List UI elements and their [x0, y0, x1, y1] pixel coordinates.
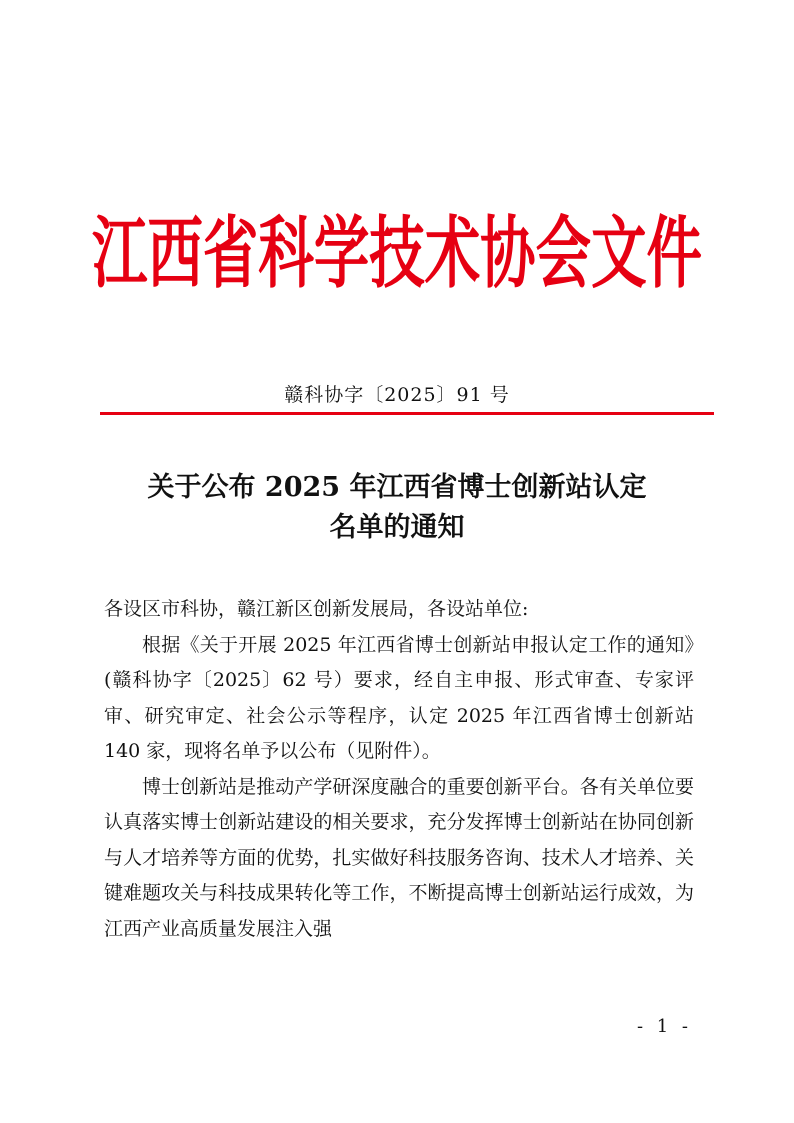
masthead-title	[92, 200, 706, 300]
salutation: 各设区市科协，赣江新区创新发展局，各设站单位:	[104, 598, 529, 620]
red-separator-rule	[100, 412, 714, 415]
notice-body	[104, 592, 694, 947]
paragraph-2: 博士创新站是推动产学研深度融合的重要创新平台。各有关单位要认真落实博士创新站建设的相关要求，充分发挥博士创新站在协同创新与人才培养等方面的优势，扎实做好科技服务咨询、技术人才培养、关键难题攻关与科技成果转化等工作，不断提高博士创新站运行成效，为江西产业高质量发展注入强	[104, 775, 694, 940]
notice-title-line-1: 关于公布 2025 年江西省博士创新站认定	[147, 472, 647, 503]
document-number: 赣科协字〔2025〕91 号	[284, 384, 510, 406]
masthead-svg	[92, 200, 706, 300]
notice-title-line-2: 名单的通知	[329, 512, 465, 543]
paragraph-1: 根据《关于开展 2025 年江西省博士创新站申报认定工作的通知》(赣科协字〔2025〕62 号）要求，经自主申报、形式审查、专家评审、研究审定、社会公示等程序，认定 2025 年江西省博士创新站 140 家，现将名单予以公布（见附件）。	[104, 633, 694, 762]
masthead-text: 江西省科学技术协会文件	[92, 209, 702, 299]
notice-title	[0, 468, 794, 548]
page-number: - 1 -	[636, 1016, 692, 1037]
